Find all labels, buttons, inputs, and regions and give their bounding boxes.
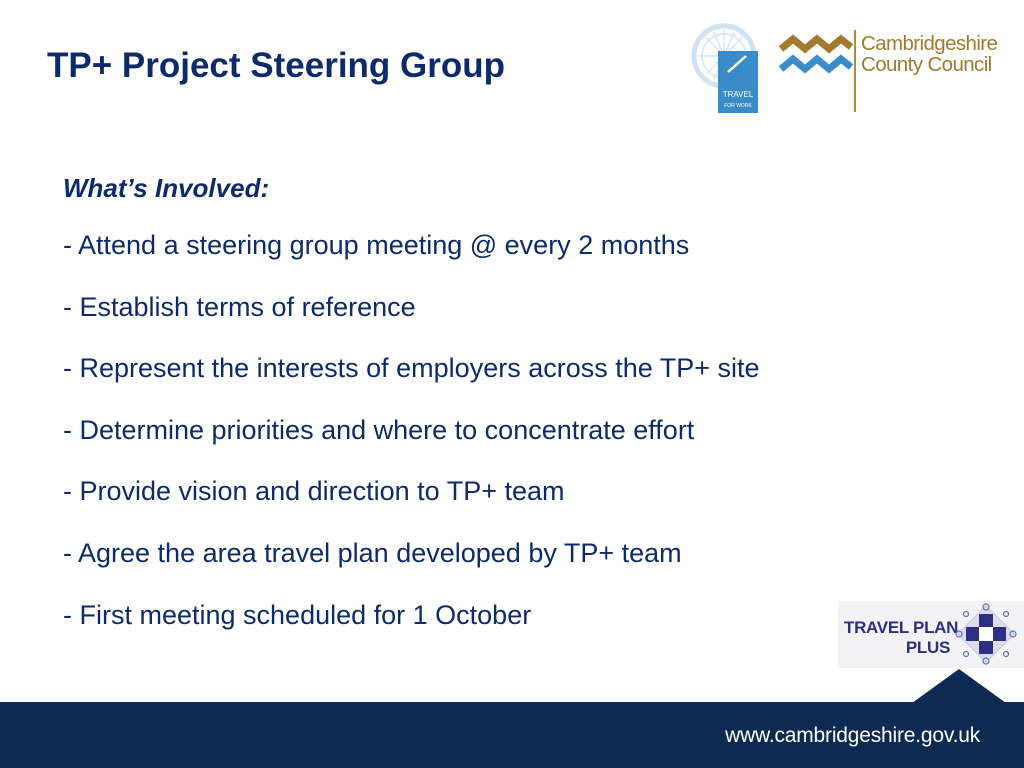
bullet-item: - Represent the interests of employers across the TP+ site xyxy=(63,353,760,384)
bullet-item: - Attend a steering group meeting @ every 2 months xyxy=(63,230,690,260)
svg-text:FOR WORK: FOR WORK xyxy=(724,103,752,109)
council-logo-text: Cambridgeshire County Council xyxy=(861,32,998,76)
slide-title: TP+ Project Steering Group xyxy=(47,46,506,85)
council-wave-logo-icon xyxy=(778,31,854,79)
council-logo-divider xyxy=(854,30,856,112)
bullet-item: - Provide vision and direction to TP+ team xyxy=(63,476,565,507)
travel-plan-plus-logo xyxy=(838,601,1024,668)
bullet-item: - Determine priorities and where to concentrate effort xyxy=(63,414,695,445)
section-heading: What’s Involved: xyxy=(63,173,270,203)
footer-website-url: www.cambridgeshire.gov.uk xyxy=(725,724,980,747)
slide-content xyxy=(63,170,963,661)
svg-text:PLUS: PLUS xyxy=(905,638,950,657)
travel-for-work-logo xyxy=(688,22,762,114)
bullet-item: - Establish terms of reference xyxy=(63,291,416,322)
footer-triangle-accent xyxy=(912,669,1006,703)
svg-text:TRAVEL PLAN: TRAVEL PLAN xyxy=(844,618,959,637)
svg-text:TRAVEL: TRAVEL xyxy=(722,90,754,99)
bullet-item: - Agree the area travel plan developed by TP+ team xyxy=(63,537,682,568)
bullet-list xyxy=(63,230,963,661)
bullet-item: - First meeting scheduled for 1 October xyxy=(63,599,532,630)
